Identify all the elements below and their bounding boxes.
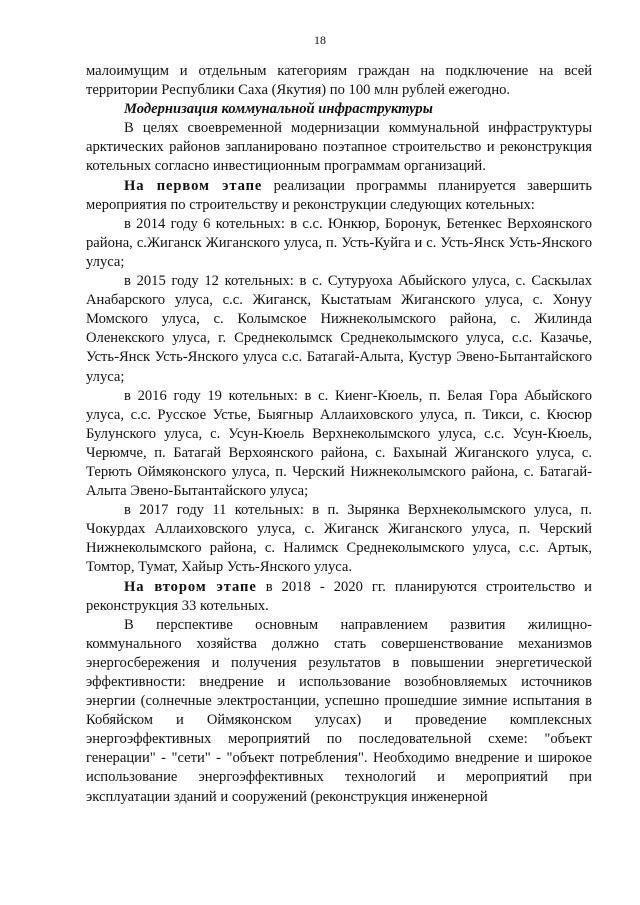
paragraph-continuation: малоимущим и отдельным категориям граждан на подключение на всей территории Республики Саха (Якутия) по 100 млн рублей ежегодно. xyxy=(86,63,592,99)
paragraph-perspective: В перспективе основным направлением развития жилищно-коммунального хозяйства должно стать совершенствование механизмов энергосбережения и получения результатов в повышении энергетической эффективности: внедрение и использование возобновляемых источников энергии (солнечные электростанции, успешно прошедшие зимние испытания в Кобяйском и Оймяконском улусах) и проведение комплексных энергоэффективных мероприятий по последовательной схеме: "объект генерации" - "сети" - "объект потребления". Необходимо внедрение и широкое использование энергоэффективных технологий и мероприятий при эксплуатации зданий и сооружений (реконструкция инженерной xyxy=(86,616,592,805)
paragraph-first-stage xyxy=(86,177,592,215)
paragraph-intro: В целях своевременной модернизации коммунальной инфраструктуры арктических районов запланировано поэтапное строительство и реконструкция котельных согласно инвестиционным программам организаций. xyxy=(86,120,592,175)
first-stage-label: На первом этапе xyxy=(124,177,263,194)
list-item-2014: в 2014 году 6 котельных: в с.с. Юнкюр, Боронук, Бетенкес Верхоянского района, с.Жиганск Жиганского улуса, п. Усть-Куйга и с. Усть-Янск Усть-Янского улуса; xyxy=(86,215,592,270)
second-stage-label: На втором этапе xyxy=(124,578,257,595)
list-item-2017: в 2017 году 11 котельных: в п. Зырянка Верхнеколымского улуса, п. Чокурдах Аллаиховского улуса, с. Жиганск Жиганского улуса, п. Черский Нижнеколымского района, с. Налимск Среднеколымского улуса, с.с. Артык, Томтор, Тумат, Хайыр Усть-Янского улуса. xyxy=(86,502,592,576)
list-item-2016: в 2016 году 19 котельных: в с. Киенг-Кюель, п. Белая Гора Абыйского улуса, с.с. Русское Устье, Быягныр Аллаиховского улуса, п. Тикси, с. Кюсюр Булунского улуса, с. Усун-Кюель Верхнеколымского улуса, с.с. Усун-Кюель, Черюмче, п. Батагай Верхоянского района, с. Бахынай Жиганского улуса, с. Терють Оймяконского улуса, п. Черский Нижнеколымского района, с. Батагай-Алыта Эвено-Бытантайского улуса; xyxy=(86,387,592,500)
second-stage-text: в 2018 - 2020 гг. планируются строительство и реконструкция 33 котельных. xyxy=(86,578,592,614)
first-stage-text: реализации программы планируется завершить мероприятия по строительству и реконструкции следующих котельных: xyxy=(86,177,592,213)
list-item-2015: в 2015 году 12 котельных: в с. Сутуруоха Абыйского улуса, с. Саскылах Анабарского улуса, с.с. Жиганск, Кыстатыам Жиганского улуса, с. Хонуу Момского улуса, с. Колымское Нижнеколымского района, с. Жилинда Оленекского улуса, г. Среднеколымск Среднеколымского улуса, с.с. Казачье, Усть-Янск Усть-Янского улуса с.с. Батагай-Алыта, Кустур Эвено-Бытантайского улуса; xyxy=(86,273,592,385)
section-heading: Модернизация коммунальной инфраструктуры xyxy=(124,101,433,118)
document-body xyxy=(86,62,592,807)
paragraph-second-stage xyxy=(86,578,592,616)
page-number: 18 xyxy=(314,33,326,47)
